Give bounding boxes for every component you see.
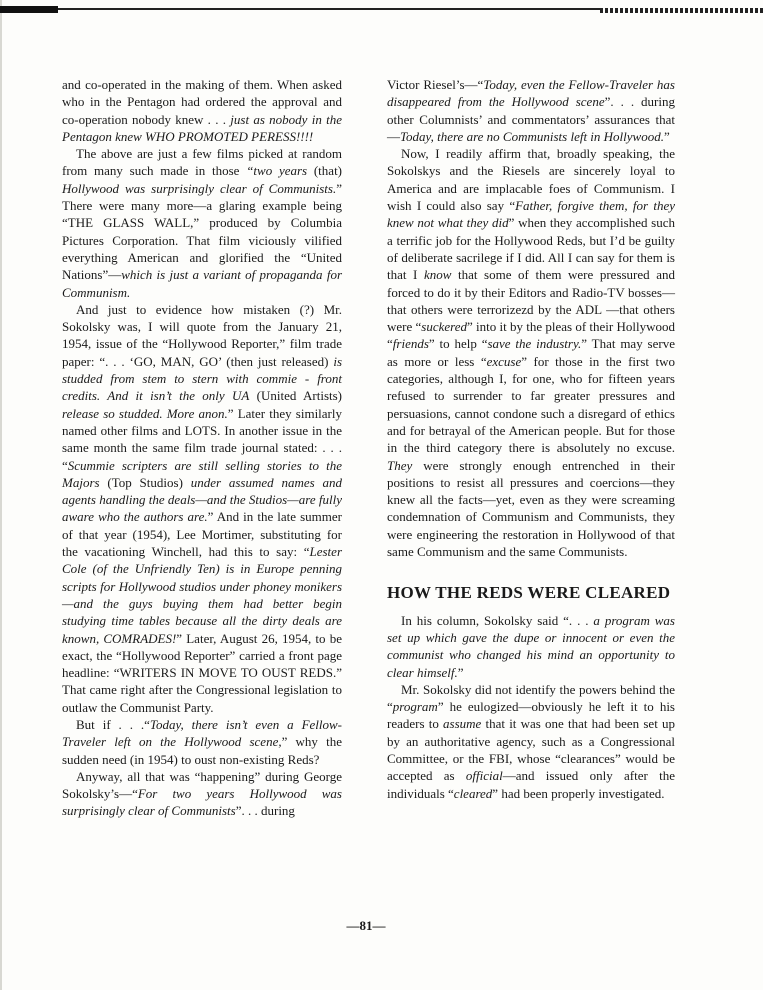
text-run: (United Artists) xyxy=(249,388,343,404)
italic-text: a program was set up which gave the dupe or innocent or even the communist who changed his mind an opportunity to clear himself. xyxy=(387,612,675,680)
text-run: ” Later they similarly named other films and LOTS. In another issue in the same month the same film trade journal stated: . . . “ xyxy=(62,405,343,473)
text-run: The above are just a few films picked at random from many such made in those xyxy=(62,146,342,179)
italic-text: friends xyxy=(392,336,429,352)
paragraph xyxy=(387,681,675,802)
italic-text: which is just a variant of propaganda for Communism. xyxy=(62,267,342,300)
italic-text: Today, there isn’t even a Fellow-Traveler left on the Hollywood scene, xyxy=(62,716,342,750)
italic-text: know xyxy=(423,267,452,283)
text-run: ” into it by the pleas of their Hollywood “ xyxy=(387,319,675,352)
paragraph xyxy=(62,768,342,820)
text-run: Now, I readily affirm that, broadly speaking, the Sokolskys and the Riesels are sincerely loyal to America and are implacable foes of Communism. I wish I could also say “ xyxy=(387,146,675,214)
paragraph xyxy=(387,76,675,145)
italic-text: just as nobody in the Pentagon knew WHO PROMOTED PERESS!!!! xyxy=(62,111,342,144)
text-run: ” And in the late summer of that year (1954), Lee Mortimer, substituting for the vacationing Winchell, had this to say: “ xyxy=(62,509,342,560)
section-heading: HOW THE REDS WERE CLEARED xyxy=(387,583,671,603)
paragraph xyxy=(387,145,675,560)
text-run: ”. . . during other Columnists’ and commentators’ assurances that— xyxy=(387,94,675,144)
text-run: And just to evidence how mistaken (?) Mr. Sokolsky was, I will quote from the January 21, 1954, issue of the “Hollywood Reporter,” film trade paper: “. . . ‘GO, MAN, GO’ (then just released) xyxy=(62,301,342,369)
text-run: were strongly enough entrenched in their positions to resist all pressures and coercions—they knew all the facts—yet, even as they were screaming condemnation of Communism and Communists, they were engineering the restoration in Hollywood of that same Communism and the same Communists. xyxy=(387,457,675,560)
text-run: ” when they accomplished such a terrific job for the Hollywood Reds, but I’d be guilty of deliberate sacrilege if I did. All I can say for them is that I xyxy=(387,215,675,283)
italic-text: “two years xyxy=(246,163,308,179)
italic-text: suckered xyxy=(421,319,467,335)
paragraph xyxy=(387,612,675,681)
italic-text: Scummie scripters are still selling stories to the Majors xyxy=(62,457,342,490)
text-run: ” had been properly investigated. xyxy=(492,785,665,801)
page-number: —81— xyxy=(346,918,386,933)
italic-text: excuse xyxy=(486,353,522,369)
paragraph xyxy=(62,76,342,145)
text-run: and co-operated in the making of them. When asked who in the Pentagon had ordered the approval and co-operation nobody knew . . . xyxy=(62,77,342,127)
text-run: ” for those in the first two categories, although I, for one, who for fifteen years refused to surrender to far greater pressures and persuasions, cannot condone such a disregard of ethics and for betrayal of the American people. But for those in the third category there is absolutely no excuse. xyxy=(387,353,675,456)
text-run: Anyway, all that was “happening” during George Sokolsky’s—“ xyxy=(62,768,342,802)
italic-text: official xyxy=(465,768,503,784)
text-run: But if . . .“ xyxy=(76,716,150,732)
text-run: ” There were many more—a glaring example being “THE GLASS WALL,” produced by Columbia Pictures Corporation. That film viciously vilified everything American and glorified the “United Nations”— xyxy=(62,180,342,283)
text-run: Victor Riesel’s—“ xyxy=(387,77,484,92)
italic-text: Hollywood was surprisingly clear of Communists. xyxy=(62,180,337,196)
italic-text: Today, there are no Communists left in Hollywood. xyxy=(400,128,664,144)
paragraph xyxy=(62,145,342,301)
text-run: In his column, Sokolsky said “. . . xyxy=(401,612,594,628)
italic-text: Lester Cole (of the Unfriendly Ten) is in Europe penning scripts for Hollywood studios under phoney monikers—and the guys buying them had better begin studying time tables because all the dirty deals are known, COMRADES! xyxy=(62,544,342,646)
italic-text: Father, forgive them, for they knew not what they did xyxy=(387,198,676,231)
italic-text: program xyxy=(392,699,438,715)
right-column xyxy=(387,76,675,802)
italic-text: is studded from stem to stern with commie - front credits. And it isn’t the only UA xyxy=(62,353,342,404)
italic-text: They xyxy=(387,457,413,473)
text-run: ” xyxy=(663,128,670,144)
left-column xyxy=(62,76,342,820)
italic-text: cleared xyxy=(453,785,493,801)
text-run: ” Later, August 26, 1954, to be exact, the “Hollywood Reporter” carried a front page headline: “WRITERS IN MOVE TO OUST REDS.” That came right after the Congressional legislation to outlaw the Communist Party. xyxy=(62,630,342,715)
text-run: ” why the sudden need (in 1954) to oust non-existing Reds? xyxy=(62,734,342,767)
text-run: (Top Studios) xyxy=(99,474,191,490)
paragraph xyxy=(62,301,342,716)
text-run: ” That may serve as more or less “ xyxy=(387,336,675,369)
top-rule-mark-left xyxy=(0,6,58,13)
text-run: that some of them were pressured and forced to do it by their Editors and Radio-TV bosses—that others were terrorizezd by the ADL —that others were “ xyxy=(387,267,675,335)
italic-text: under assumed names and agents handling the deals—and the Studios—are fully aware who the authors are. xyxy=(62,474,342,525)
italic-text: Today, even the Fellow-Traveler has disappeared from the Hollywood scene xyxy=(387,77,675,110)
text-run: (that) xyxy=(307,163,343,179)
italic-text: save the industry. xyxy=(487,336,582,352)
text-run: ” he eulogized—obviously he left it to his readers to xyxy=(387,699,675,732)
text-run: ” xyxy=(457,664,464,680)
italic-text: For two years Hollywood was surprisingly clear of Communists xyxy=(62,786,342,819)
text-run: —and issued only after the individuals “ xyxy=(387,768,675,801)
page-edge xyxy=(0,0,2,990)
text-run: that it was one that had been set up by an authoritative agency, such as a Congressional Committee, or the FBI, whose “clearances” would be accepted as xyxy=(387,716,676,784)
text-run: ”. . . during xyxy=(235,803,295,819)
top-rule-mark-right xyxy=(600,8,763,13)
text-run: Mr. Sokolsky did not identify the powers behind the “ xyxy=(387,681,675,715)
italic-text: release so studded. More anon. xyxy=(62,405,228,421)
text-run: ” to help “ xyxy=(428,336,488,352)
paragraph xyxy=(62,716,342,768)
italic-text: assume xyxy=(443,716,482,732)
